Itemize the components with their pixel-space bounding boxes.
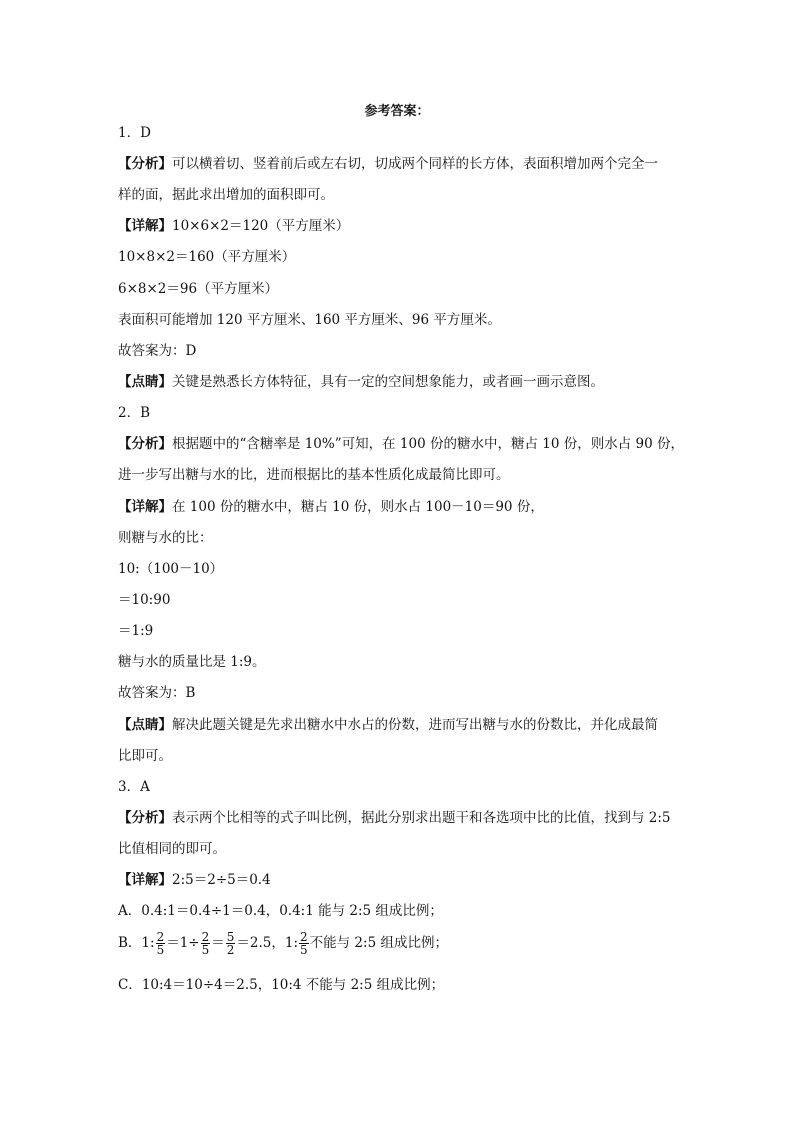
fraction-numerator: 5 bbox=[226, 930, 235, 944]
option-b-text: ＝1÷ bbox=[166, 935, 200, 951]
q3-detail-line-1 bbox=[118, 871, 271, 889]
q3-analysis-line-1 bbox=[118, 809, 671, 827]
q3-analysis-line-2: 比值相同的即可。 bbox=[118, 841, 226, 857]
analysis-text: 表示两个比相等的式子叫比例，据此分别求出题干和各选项中比的比值，找到与 2:5 bbox=[172, 810, 671, 826]
q1-detail-line-2: 10×8×2＝160（平方厘米） bbox=[118, 249, 296, 265]
option-b-text: ＝2.5，1: bbox=[236, 935, 298, 951]
comment-tag: 【点睛】 bbox=[118, 717, 172, 733]
analysis-text: 可以横着切、竖着前后或左右切，切成两个同样的长方体，表面积增加两个完全一 bbox=[172, 156, 658, 172]
option-b-text: ＝ bbox=[211, 935, 225, 951]
analysis-tag: 【分析】 bbox=[118, 810, 172, 826]
fraction-numerator: 2 bbox=[156, 930, 165, 944]
q2-comment-line-1 bbox=[118, 716, 658, 734]
q2-detail-line-4: ＝10:90 bbox=[118, 592, 171, 608]
q2-detail-line-1 bbox=[118, 498, 544, 516]
comment-text: 解决此题关键是先求出糖水中水占的份数，进而写出糖与水的份数比，并化成最简 bbox=[172, 717, 658, 733]
q1-detail-line-3: 6×8×2＝96（平方厘米） bbox=[118, 281, 279, 297]
q3-option-c: C．10:4＝10÷4＝2.5，10:4 不能与 2:5 组成比例； bbox=[118, 977, 445, 993]
q3-label: 3．A bbox=[118, 779, 150, 795]
q2-label: 2．B bbox=[118, 405, 151, 421]
q2-detail-line-6: 糖与水的质量比是 1:9。 bbox=[118, 654, 266, 670]
fraction bbox=[156, 931, 166, 956]
q3-option-a: A．0.4:1＝0.4÷1＝0.4，0.4:1 能与 2:5 组成比例； bbox=[118, 903, 443, 919]
detail-tag: 【详解】 bbox=[118, 218, 172, 234]
q1-detail-line-4: 表面积可能增加 120 平方厘米、160 平方厘米、96 平方厘米。 bbox=[118, 312, 501, 328]
page-title: 参考答案： bbox=[364, 104, 430, 119]
q2-detail-line-2: 则糖与水的比： bbox=[118, 530, 213, 546]
q1-label: 1．D bbox=[118, 125, 151, 141]
analysis-tag: 【分析】 bbox=[118, 156, 172, 172]
fraction-numerator: 2 bbox=[300, 930, 308, 944]
q1-detail-line-1 bbox=[118, 217, 349, 235]
analysis-tag: 【分析】 bbox=[118, 436, 172, 452]
analysis-text: 根据题中的“含糖率是 10%”可知，在 100 份的糖水中，糖占 10 份，则水占 90 份， bbox=[172, 436, 684, 452]
comment-tag: 【点睛】 bbox=[118, 374, 172, 390]
fraction-denominator: 5 bbox=[156, 943, 165, 957]
q2-analysis-line-1 bbox=[118, 435, 684, 453]
detail-text: 10×6×2＝120（平方厘米） bbox=[172, 218, 350, 234]
detail-tag: 【详解】 bbox=[118, 499, 172, 515]
fraction bbox=[201, 931, 211, 956]
q1-comment-line-1 bbox=[118, 373, 604, 391]
q2-analysis-line-2: 进一步写出糖与水的比，进而根据比的基本性质化成最简比即可。 bbox=[118, 467, 510, 483]
q1-analysis-line-1 bbox=[118, 155, 658, 173]
detail-text: 2:5＝2÷5＝0.4 bbox=[172, 872, 271, 888]
q2-detail-line-3: 10:（100－10） bbox=[118, 561, 224, 577]
detail-tag: 【详解】 bbox=[118, 872, 172, 888]
q2-answer: 故答案为：B bbox=[118, 685, 196, 701]
q2-detail-line-5: ＝1:9 bbox=[118, 623, 154, 639]
fraction-numerator: 2 bbox=[201, 930, 210, 944]
fraction-denominator: 5 bbox=[300, 943, 308, 957]
detail-text: 在 100 份的糖水中，糖占 10 份，则水占 100－10＝90 份， bbox=[172, 499, 544, 515]
option-b-suffix: 不能与 2:5 组成比例； bbox=[309, 935, 448, 951]
q1-analysis-line-2: 样的面，据此求出增加的面积即可。 bbox=[118, 187, 334, 203]
q3-option-b bbox=[118, 928, 448, 958]
fraction-denominator: 5 bbox=[201, 943, 210, 957]
fraction-denominator: 2 bbox=[226, 943, 235, 957]
fraction bbox=[299, 931, 309, 956]
fraction bbox=[226, 931, 236, 956]
q2-comment-line-2: 比即可。 bbox=[118, 748, 172, 764]
q1-answer: 故答案为：D bbox=[118, 343, 197, 359]
option-b-prefix: B．1: bbox=[118, 935, 155, 951]
comment-text: 关键是熟悉长方体特征，具有一定的空间想象能力，或者画一画示意图。 bbox=[172, 374, 604, 390]
